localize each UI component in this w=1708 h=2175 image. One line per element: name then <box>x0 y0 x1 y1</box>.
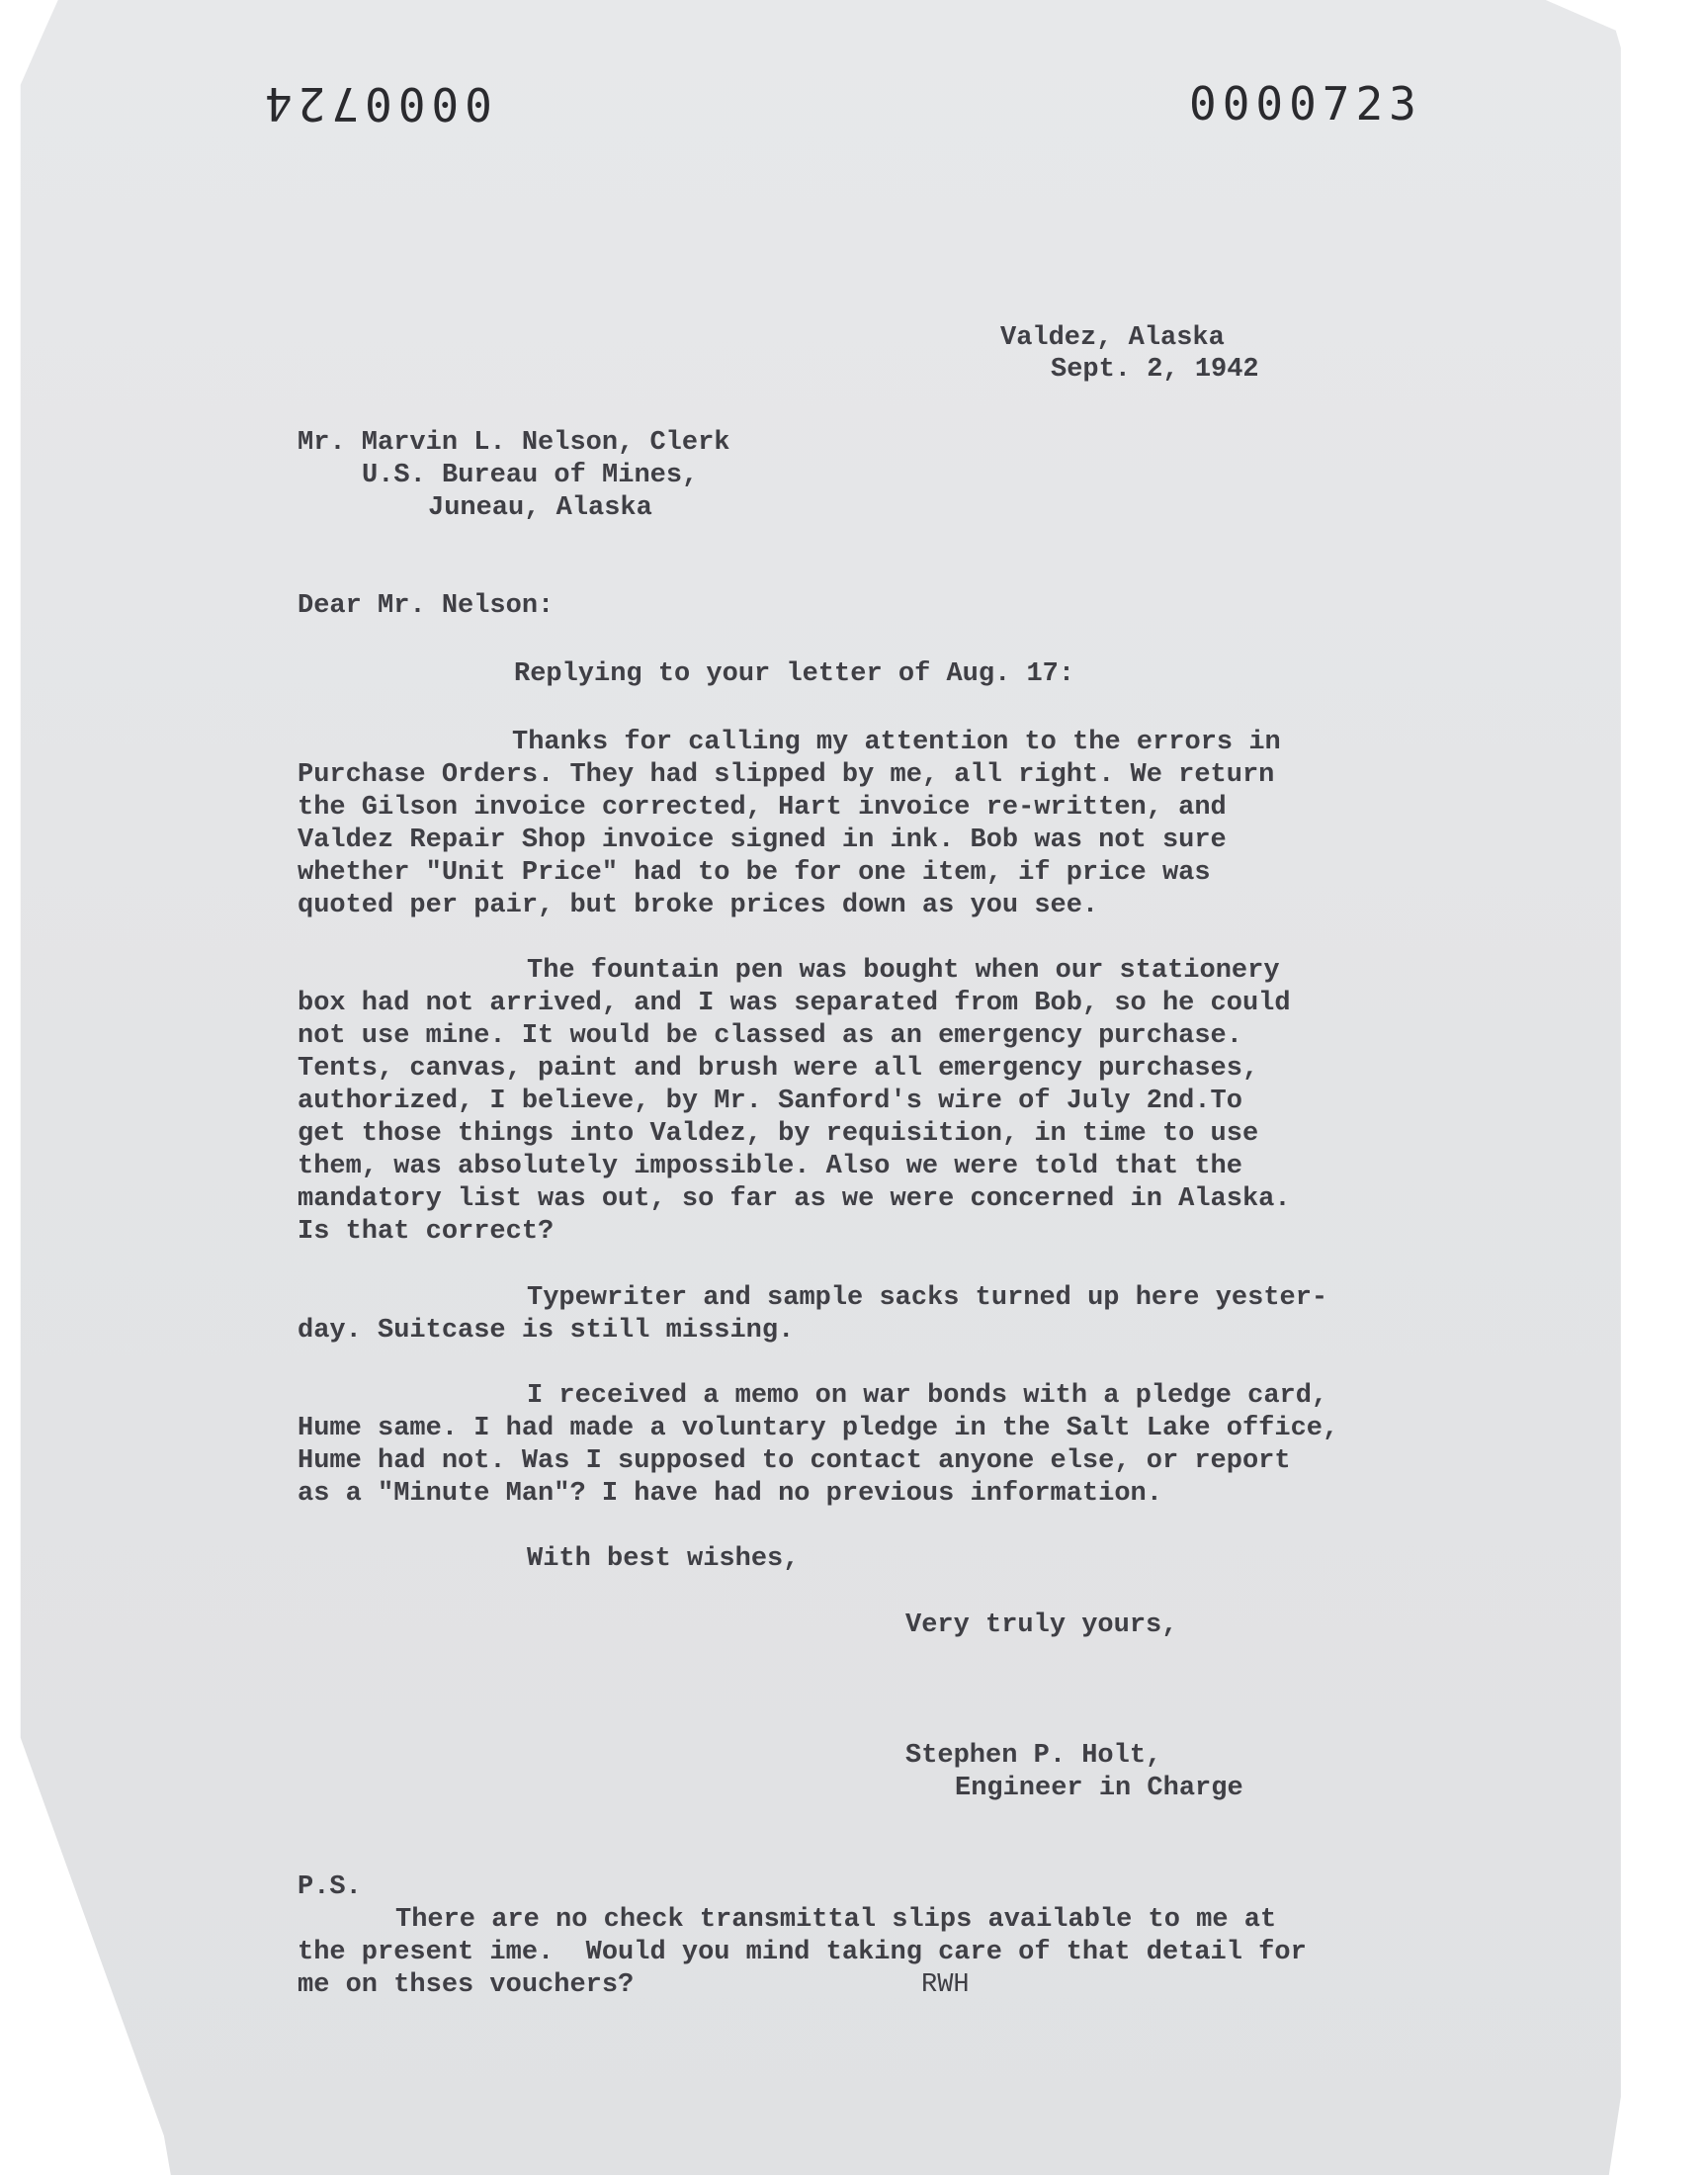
paragraph-line: Tents, canvas, paint and brush were all emergency purchases, <box>298 1054 1259 1084</box>
recipient-line: U.S. Bureau of Mines, <box>362 461 699 490</box>
paragraph-line: Thanks for calling my attention to the errors in <box>512 728 1281 757</box>
paragraph-line: Hume had not. Was I supposed to contact anyone else, or report <box>298 1446 1291 1476</box>
letter-place: Valdez, Alaska <box>1000 323 1225 353</box>
paragraph-line: box had not arrived, and I was separated from Bob, so he could <box>298 989 1291 1018</box>
best-wishes: With best wishes, <box>527 1544 800 1574</box>
paragraph-line: Valdez Repair Shop invoice signed in ink. Bob was not sure <box>298 826 1227 855</box>
paragraph-line: as a "Minute Man"? I have had no previous information. <box>298 1479 1162 1509</box>
recipient-line: Mr. Marvin L. Nelson, Clerk <box>298 428 730 458</box>
postscript-line: There are no check transmittal slips available to me at <box>395 1905 1277 1935</box>
signature-title: Engineer in Charge <box>955 1774 1243 1803</box>
paragraph-line: day. Suitcase is still missing. <box>298 1316 795 1346</box>
recipient-line: Juneau, Alaska <box>428 493 652 523</box>
typist-initials: RWH <box>921 1970 970 2000</box>
paragraph-line: whether "Unit Price" had to be for one item, if price was <box>298 858 1211 888</box>
page-number-stamp: 0000723 <box>1189 77 1422 130</box>
paragraph-line: I received a memo on war bonds with a pledge card, <box>527 1381 1328 1411</box>
paragraph-line: Typewriter and sample sacks turned up here yester- <box>527 1283 1328 1313</box>
paragraph-line: Purchase Orders. They had slipped by me, all right. We return <box>298 760 1275 790</box>
postscript-line: me on thses vouchers? <box>298 1970 635 2000</box>
paragraph-line: them, was absolutely impossible. Also we were told that the <box>298 1152 1242 1181</box>
salutation: Dear Mr. Nelson: <box>298 591 555 621</box>
paragraph-line: mandatory list was out, so far as we were concerned in Alaska. <box>298 1184 1291 1214</box>
paragraph-line: not use mine. It would be classed as an emergency purchase. <box>298 1021 1242 1051</box>
subject-line: Replying to your letter of Aug. 17: <box>514 659 1075 689</box>
paragraph-line: get those things into Valdez, by requisition, in time to use <box>298 1119 1259 1149</box>
paragraph-line: The fountain pen was bought when our stationery <box>527 956 1280 986</box>
postscript-line: the present ime. Would you mind taking care of that detail for <box>298 1938 1307 1967</box>
postscript-label: P.S. <box>298 1872 362 1902</box>
paragraph-line: quoted per pair, but broke prices down as you see. <box>298 891 1099 920</box>
closing: Very truly yours, <box>905 1610 1178 1640</box>
paragraph-line: Hume same. I had made a voluntary pledge in the Salt Lake office, <box>298 1414 1339 1443</box>
signature-name: Stephen P. Holt, <box>905 1741 1162 1771</box>
paragraph-line: authorized, I believe, by Mr. Sanford's wire of July 2nd.To <box>298 1087 1242 1116</box>
page-number-stamp-upside-down: 0000724 <box>259 77 492 130</box>
paragraph-line: the Gilson invoice corrected, Hart invoice re-written, and <box>298 793 1227 823</box>
paragraph-line: Is that correct? <box>298 1217 555 1247</box>
letter-date: Sept. 2, 1942 <box>1051 355 1259 385</box>
